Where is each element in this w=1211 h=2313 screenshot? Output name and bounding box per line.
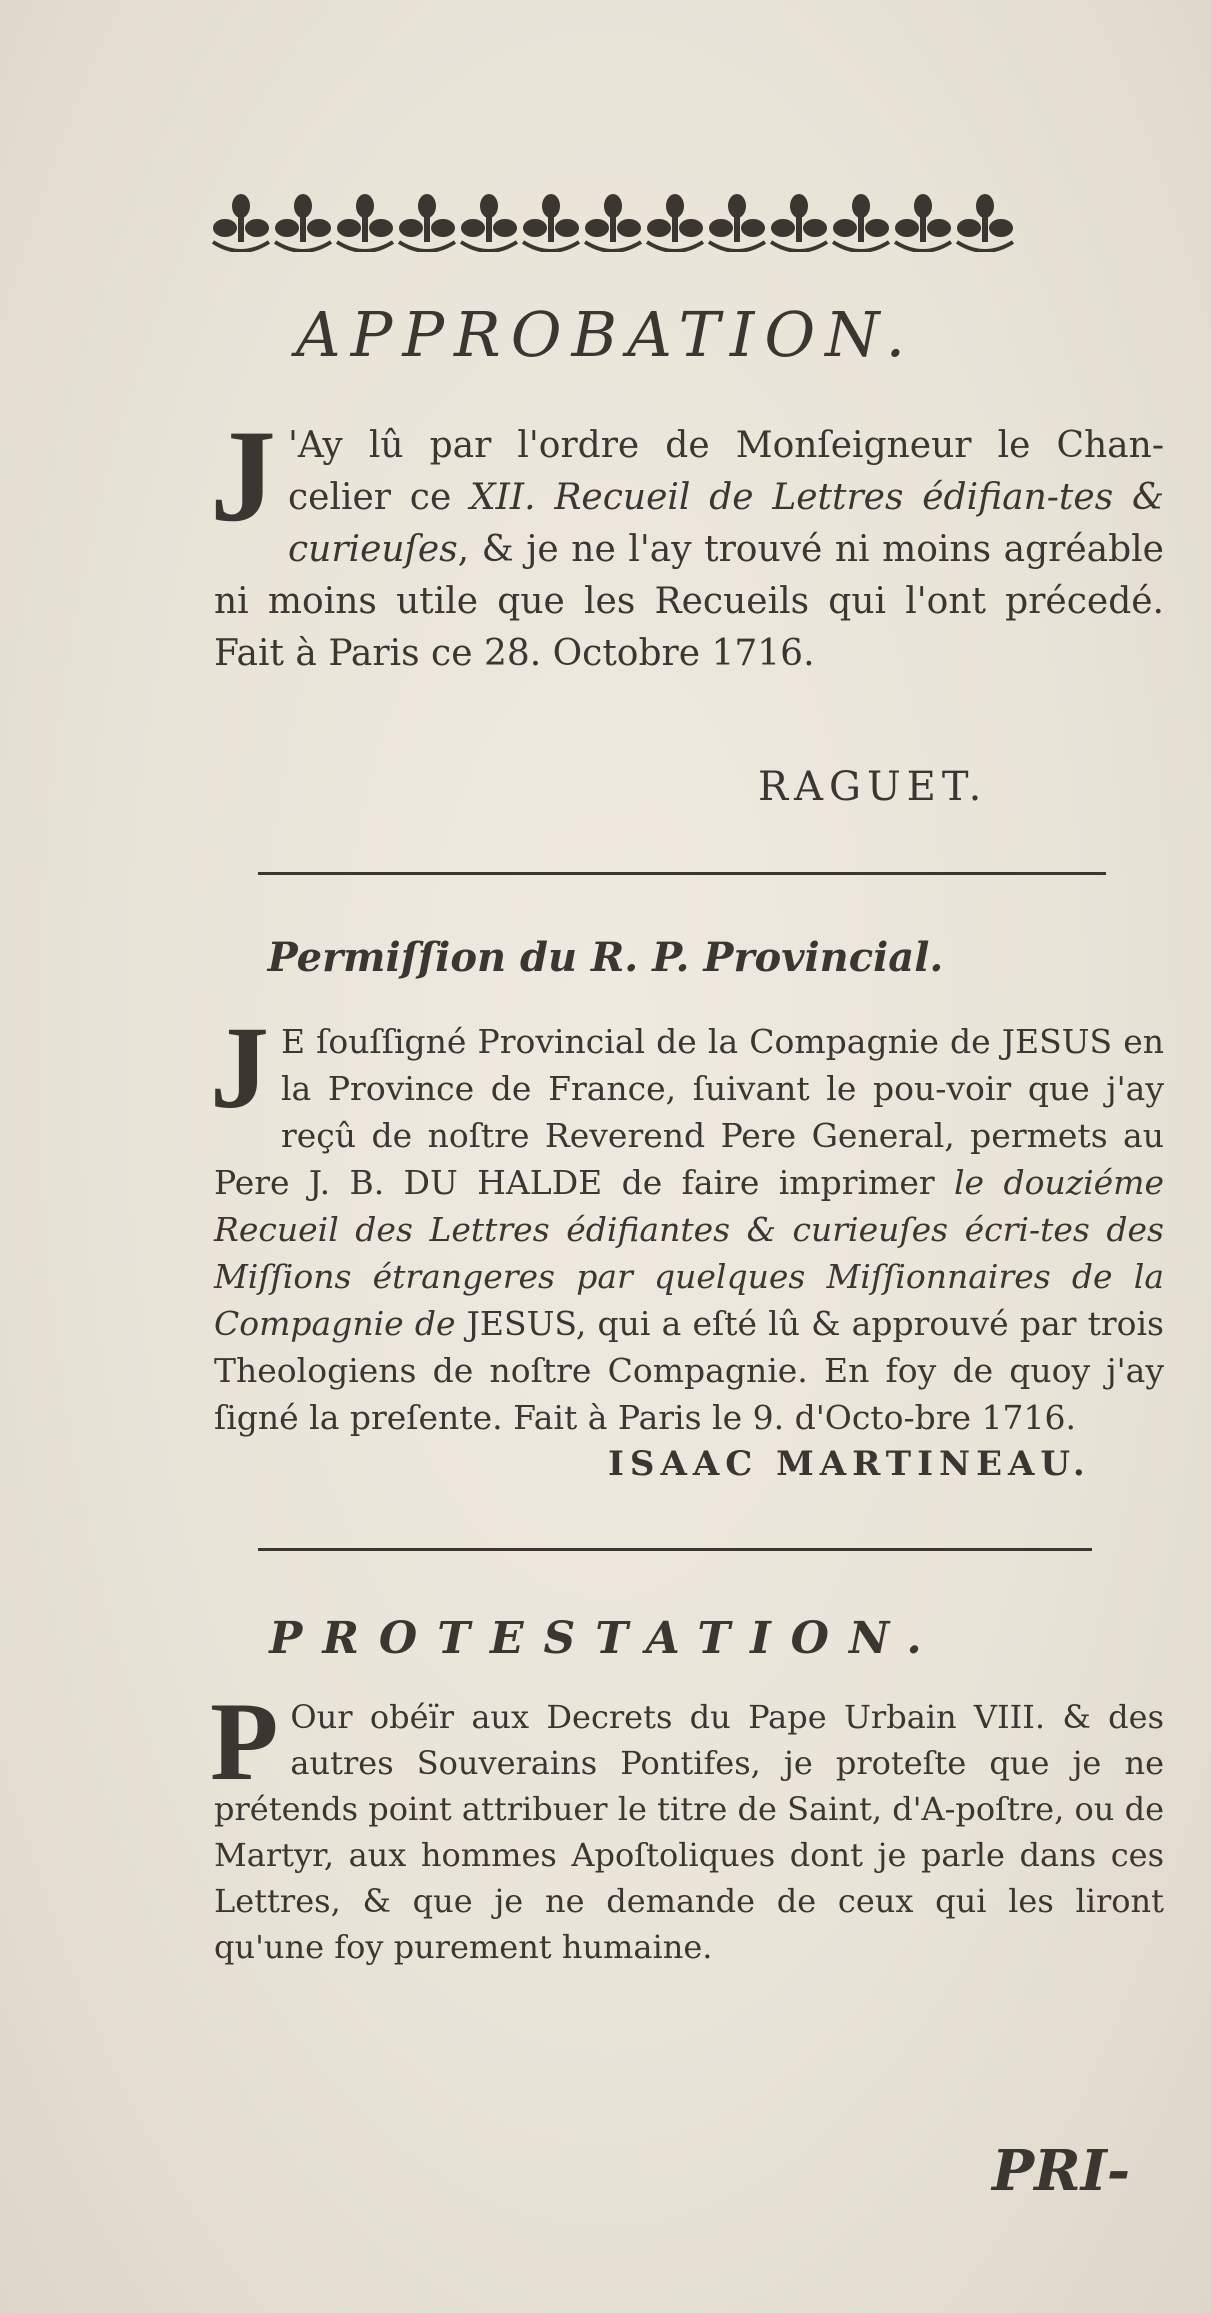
divider-rule: [258, 1548, 1092, 1551]
approbation-heading: APPROBATION.: [295, 298, 916, 371]
fleuron-icon: [709, 194, 765, 251]
fleuron-icon: [213, 194, 269, 251]
fleuron-icon: [585, 194, 641, 251]
fleuron-border-icon: [210, 190, 1016, 252]
approbation-signature: RAGUET.: [758, 764, 988, 810]
permission-text: [210, 1002, 1164, 1441]
permission-text-b: le douziéme Recueil des Lettres édifiantes & curieuſes écri-tes des Miſſions étrangeres par quelques Miſſionnaires de la Compagnie de: [214, 1163, 1164, 1343]
permission-heading: Permiſſion du R. P. Provincial.: [267, 934, 944, 981]
fleuron-icon: [833, 194, 889, 251]
approbation-text-a: 'Ay lû par l'ordre de Monſeigneur le Chan-celier ce: [288, 425, 1164, 518]
protestation-heading: PROTESTATION.: [269, 1613, 942, 1664]
fleuron-icon: [337, 194, 393, 251]
approbation-text-b: XII. Recueil de Lettres édifian-tes & curieuſes: [288, 477, 1164, 570]
permission-text-c: JESUS, qui a eſté lû & approuvé par trois Theologiens de noſtre Compagnie. En foy de quoy j'ay ſigné la preſente. Fait à Paris le 9. d'Octo-bre 1716.: [214, 1304, 1164, 1437]
approbation-text: [210, 402, 1164, 680]
protestation-text-body: Our obéïr aux Decrets du Pape Urbain VIII. & des autres Souverains Pontifes, je proteſte que je ne prétends point attribuer le titre de Saint, d'A-poſtre, ou de Martyr, aux hommes Apoſtoliques dont je parle dans ces Lettres, & que je ne demande de ceux qui les liront qu'une foy purement humaine.: [214, 1698, 1164, 1966]
fleuron-icon: [647, 194, 703, 251]
fleuron-icon: [399, 194, 455, 251]
permission-dropcap: J: [210, 1002, 269, 1133]
protestation-text: [210, 1680, 1164, 1970]
fleuron-icon: [275, 194, 331, 251]
catchword: PRI-: [992, 2138, 1131, 2204]
permission-text-a: E ſouſſigné Provincial de la Compagnie de JESUS en la Province de France, ſuivant le pou-voir que j'ay reçû de noſtre Reverend Pere General, permets au Pere J. B. DU HALDE de faire imprimer: [214, 1022, 1164, 1202]
protestation-dropcap: P: [210, 1680, 279, 1804]
permission-signature: ISAAC MARTINEAU.: [608, 1444, 1091, 1484]
approbation-dropcap: J: [210, 402, 276, 549]
divider-rule: [258, 872, 1106, 875]
fleuron-icon: [461, 194, 517, 251]
fleuron-icon: [771, 194, 827, 251]
fleuron-icon: [895, 194, 951, 251]
fleuron-icon: [957, 194, 1013, 251]
fleuron-icon: [523, 194, 579, 251]
approbation-text-c: , & je ne l'ay trouvé ni moins agréable ni moins utile que les Recueils qui l'ont précedé. Fait à Paris ce 28. Octobre 1716.: [214, 529, 1164, 674]
